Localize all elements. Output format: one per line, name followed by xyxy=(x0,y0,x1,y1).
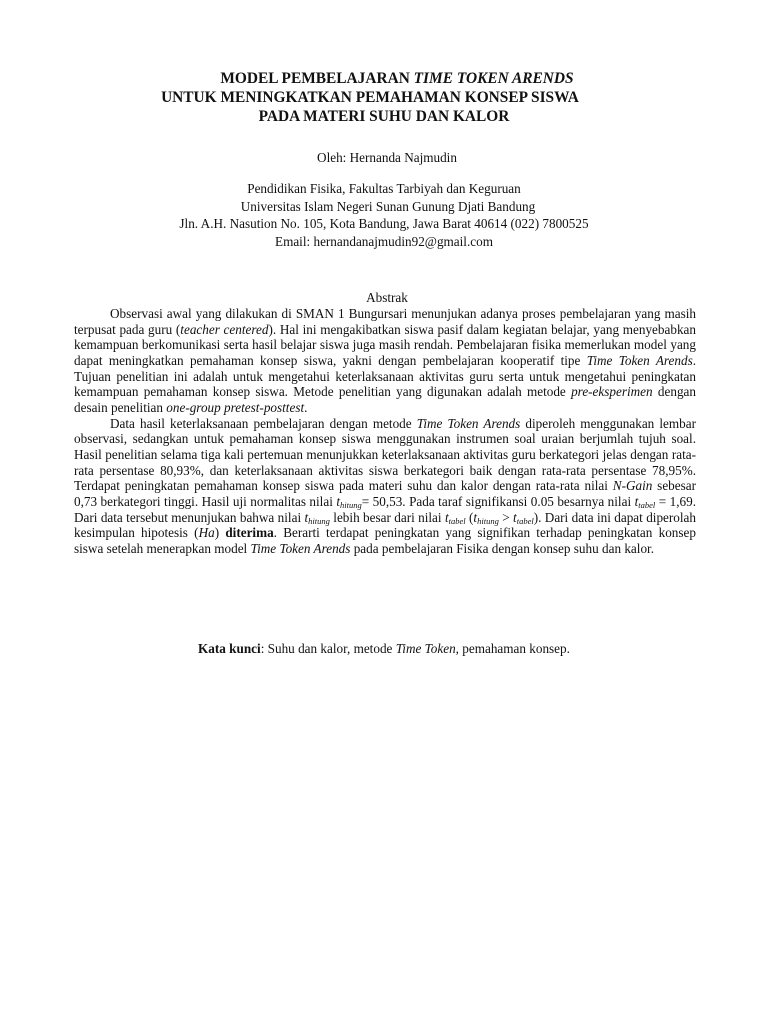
affiliation-email: Email: hernandanajmudin92@gmail.com xyxy=(275,233,493,249)
title-line-2: UNTUK MENINGKATKAN PEMAHAMAN KONSEP SISWA xyxy=(161,89,579,106)
affiliation-address: Jln. A.H. Nasution No. 105, Kota Bandung, Jawa Barat 40614 (022) 7800525 xyxy=(179,216,589,231)
abstract-paragraph-1: Observasi awal yang dilakukan di SMAN 1 Bungursari menunjukan adanya proses pembelajaran yang masih terpusat pada guru (teacher centered). Hal ini mengakibatkan siswa pasif dalam kegiatan belajar, yang menyebabkan kemampuan berkomunikasi serta hasil belajar siswa juga masih rendah. Pembelajaran fisika memerlukan model yang dapat meningkatkan pemahaman konsep siswa, yakni dengan pembelajaran kooperatif tipe Time Token Arends. Tujuan penelitian ini adalah untuk mengetahui keterlaksanaan aktivitas guru serta untuk mengetahui peningkatan kemampuan pemahaman konsep siswa. Metode penelitian yang digunakan adalah metode pre-eksperimen dengan desain penelitian one-group pretest-posttest. xyxy=(74,306,697,415)
author-line: Oleh: Hernanda Najmudin xyxy=(317,150,457,165)
affiliation-block xyxy=(0,180,768,250)
abstract-paragraph-2: Data hasil keterlaksanaan pembelajaran dengan metode Time Token Arends diperoleh menggunakan lembar observasi, sedangkan untuk pemahaman konsep siswa menggunakan instrumen soal uraian berjumlah tujuh soal. Hasil penelitian selama tiga kali pertemuan menunjukkan keterlaksanaan aktivitas guru berkategori jelas dengan rata-rata persentase 80,93%, dan keterlaksanaan aktivitas siswa berkategori baik dengan rata-rata persentase 78,95%. Terdapat peningkatan pemahaman konsep siswa pada materi suhu dan kalor dengan rata-rata nilai N-Gain sebesar 0,73 berkategori tinggi. Hasil uji normalitas nilai $t_{hitung}= 50,53$. Pada taraf signifikansi 0.05 besarnya nilai $t_{tabel} = 1,69$. Dari data tersebut menunjukan bahwa nilai $t_{hitung}$ lebih besar dari nilai $t_{tabel}$ $(t_{hitung} > t_{tabel})$. Dari data ini dapat diperolah kesimpulan hipotesis (Ha) diterima. Berarti terdapat peningkatan yang signifikan terhadap peningkatan konsep siswa setelah menerapkan model Time Token Arends pada pembelajaran Fisika dengan konsep suhu dan kalor. xyxy=(74,415,697,556)
affiliation-university: Universitas Islam Negeri Sunan Gunung Djati Bandung xyxy=(240,198,536,214)
abstract-body xyxy=(74,306,696,557)
abstract-heading: Abstrak xyxy=(366,290,408,305)
paper-title xyxy=(0,69,768,126)
affiliation-department: Pendidikan Fisika, Fakultas Tarbiyah dan Keguruan xyxy=(247,181,521,196)
title-line-3: PADA MATERI SUHU DAN KALOR xyxy=(258,108,510,125)
keywords-label: Kata kunci xyxy=(198,641,261,656)
keywords-line: Kata kunci: Suhu dan kalor, metode Time Token, pemahaman konsep. xyxy=(198,641,570,656)
title-line-1: MODEL PEMBELAJARAN TIME TOKEN ARENDS xyxy=(220,70,574,87)
